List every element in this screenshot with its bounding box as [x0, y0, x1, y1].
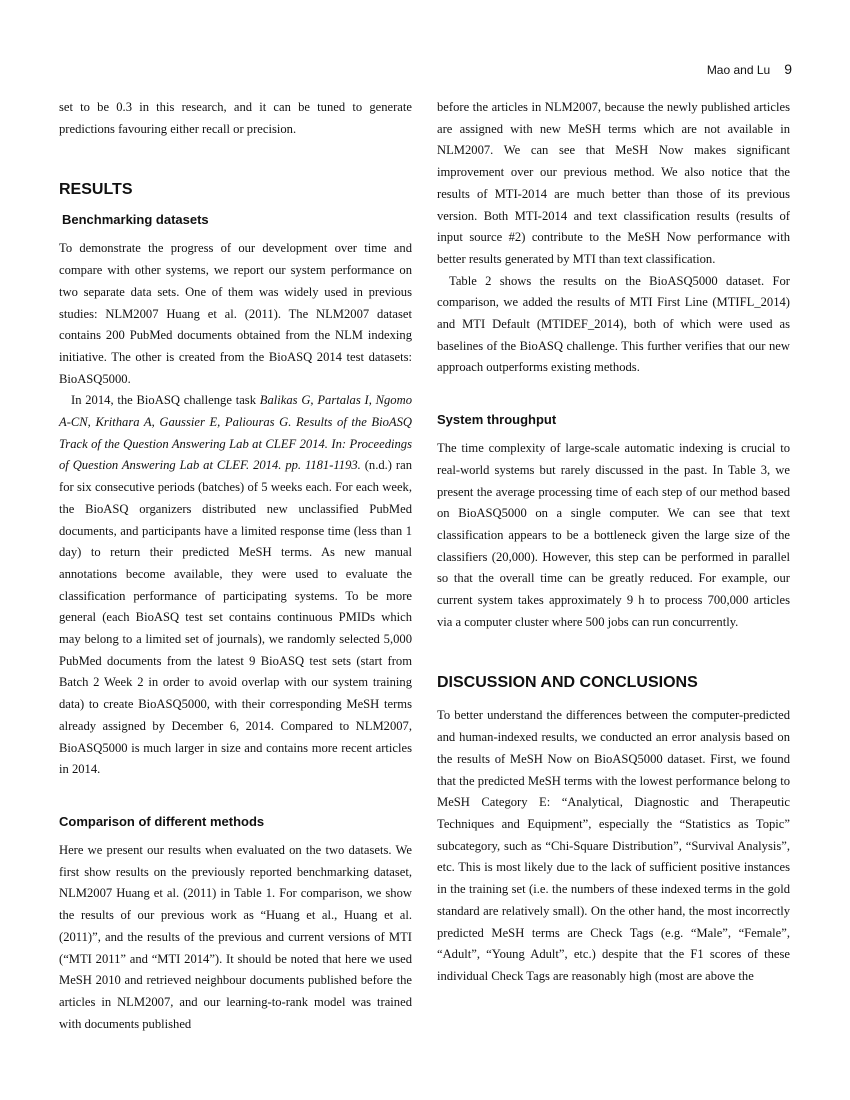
throughput-heading: System throughput [437, 412, 557, 428]
paragraph-bioasq [59, 390, 412, 781]
paragraph-comparison: Here we present our results when evaluated on the two datasets. We first show results on the previously reported benchmarking dataset, NLM2007 Huang et al. (2011) in Table 1. For comparison, we show the results of our previous work as “Huang et al., Huang et al. (2011)”, and the results of the previous and current versions of MTI (“MTI 2011” and “MTI 2014”). It should be noted that here we used MeSH 2010 and retrieved neighbour documents published before the articles in NLM2007, and our learning-to-rank model was trained with documents published [59, 842, 412, 1031]
paragraph-benchmarking: To demonstrate the progress of our development over time and compare with other systems, we report our system performance on two separate data sets. One of them was widely used in previous studies: NLM2007 Huang et al. (2011). The NLM2007 dataset contains 200 PubMed documents obtained from the NLM indexing initiative. The other is created from the BioASQ 2014 test datasets: BioASQ5000. [59, 241, 412, 386]
paragraph-intro-continued: set to be 0.3 in this research, and it can be tuned to generate predictions favouring either recall or precision. [59, 100, 412, 136]
running-head-authors: Mao and Lu [706, 63, 771, 77]
results-heading: RESULTS [59, 181, 133, 199]
left-column [59, 97, 412, 1035]
paragraph-bioasq-end: (n.d.) ran for six consecutive periods (batches) of 5 weeks each. For each week, the BioASQ organizers distributed new unclassified PubMed documents, and participants have a limited response time (less than 1 day) to return their predicted MeSH terms. As new manual annotations become available, they were used to evaluate the classification performance of participating systems. To be more general (each BioASQ test set contains continuous PMIDs which may belong to a limited set of journals), we randomly selected 5,000 PubMed documents from the latest 9 BioASQ test sets (start from Batch 2 Week 2 in order to avoid overlap with our system training data) to create BioASQ5000, with their corresponding MeSH terms already assigned by December 6, 2014. Compared to NLM2007, BioASQ5000 is much larger in size and contains more recent articles in 2014. [59, 458, 412, 777]
comparison-heading: Comparison of different methods [59, 813, 265, 829]
right-column [437, 97, 790, 988]
benchmarking-heading: Benchmarking datasets [62, 212, 209, 228]
paragraph-discussion: To better understand the differences between the computer-predicted and human-indexed results, we conducted an error analysis based on the results of MeSH Now on BioASQ5000 dataset. First, we found that the predicted MeSH terms with the lowest performance belong to MeSH Category E: “Analytical, Diagnostic and Therapeutic Techniques and Equipment”, especially the “Statistics as Topic” subcategory, such as “Chi-Square Distribution”, “Survival Analysis”, etc. This is most likely due to the lack of sufficient positive instances in the training set (i.e. the numbers of these indexed terms in the gold standard are relatively small). On the other hand, the most incorrectly predicted MeSH terms are Check Tags (e.g. “Male”, “Female”, “Adult”, “Young Adult”, etc.) despite that the F1 scores of these individual Check Tags are reasonably high (most are above the [437, 708, 790, 983]
bioasq-citation: Balikas G, Partalas I, Ngomo A-CN, Krithara A, Gaussier E, Paliouras G. Results of the BioASQ Track of the Question Answering Lab at CLEF 2014. In: Proceedings of Question Answering Lab at CLEF. 2014. pp. 1181-1193. [59, 393, 412, 473]
discussion-heading: DISCUSSION AND CONCLUSIONS [437, 674, 698, 692]
paragraph-table2: Table 2 shows the results on the BioASQ5000 dataset. For comparison, we added the results of MTI First Line (MTIFL_2014) and MTI Default (MTIDEF_2014), both of which were used as baselines of the BioASQ challenge. This further verifies that our new approach outperforms existing methods. [437, 273, 790, 375]
paragraph-nlm2007-results: before the articles in NLM2007, because the newly published articles are assigned with new MeSH terms which are not available in NLM2007. We can see that MeSH Now makes significant improvement over our previous method. We also notice that the results of MTI-2014 are much better than those of its previous version. Both MTI-2014 and text classification results (results of input source #2) contribute to the MeSH Now performance with better results generated by MTI than text classification. [437, 100, 790, 266]
paragraph-throughput: The time complexity of large-scale automatic indexing is crucial to real-world systems but rarely discussed in the past. In Table 3, we present the average processing time of each step of our method based on BioASQ5000 on a single computer. We can see that text classification appears to be a bottleneck given the large size of the classifiers (20,000). However, this step can be performed in parallel so that the overall time can be greatly reduced. For example, our current system takes approximately 9 h to process 700,000 articles via a computer cluster where 500 jobs can run concurrently. [437, 441, 790, 629]
running-header [707, 61, 792, 77]
paragraph-bioasq-start: In 2014, the BioASQ challenge task [71, 393, 260, 408]
page-number: 9 [784, 61, 792, 77]
